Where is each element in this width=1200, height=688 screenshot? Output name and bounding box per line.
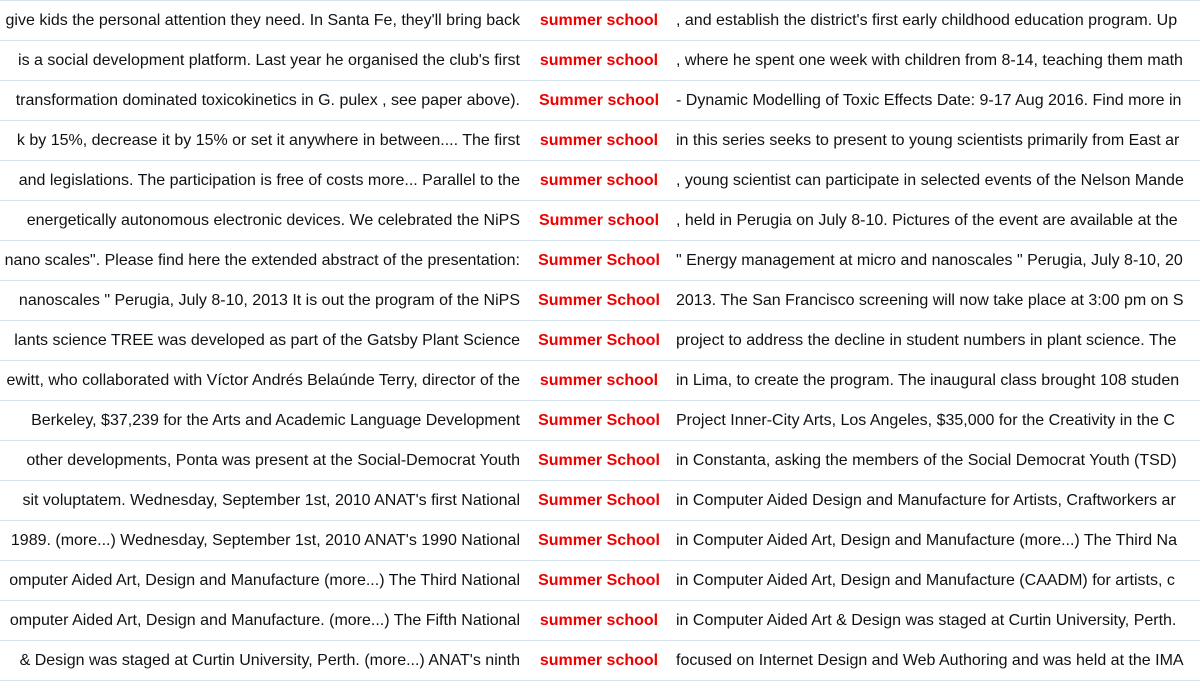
left-context-text: k by 15%, decrease it by 15% or set it anywhere in between.... The first xyxy=(16,132,520,149)
left-context-text: give kids the personal attention they need. In Santa Fe, they'll bring back xyxy=(5,12,520,29)
left-context xyxy=(0,321,520,360)
left-context xyxy=(0,1,520,40)
right-context: - Dynamic Modelling of Toxic Effects Date: 9-17 Aug 2016. Find more in xyxy=(676,92,1182,109)
right-context: " Energy management at micro and nanoscales " Perugia, July 8-10, 20 xyxy=(676,252,1183,269)
keyword-match: summer school xyxy=(539,372,659,389)
left-context-text: sit voluptatem. Wednesday, September 1st, 2010 ANAT's first National xyxy=(22,492,520,509)
keyword-match: Summer School xyxy=(538,252,660,269)
left-context xyxy=(0,201,520,240)
concordance-row xyxy=(0,601,1200,641)
right-context: , held in Perugia on July 8-10. Pictures of the event are available at the xyxy=(676,212,1178,229)
left-context-text: omputer Aided Art, Design and Manufacture. (more...) The Fifth National xyxy=(9,612,520,629)
left-context xyxy=(0,561,520,600)
keyword-match: summer school xyxy=(539,52,659,69)
left-context xyxy=(0,81,520,120)
keyword-match: summer school xyxy=(539,12,659,29)
right-context: , where he spent one week with children from 8-14, teaching them math xyxy=(676,52,1183,69)
concordance-row xyxy=(0,481,1200,521)
concordance-row xyxy=(0,241,1200,281)
concordance-row xyxy=(0,201,1200,241)
concordance-row xyxy=(0,561,1200,601)
left-context-text: and legislations. The participation is free of costs more... Parallel to the xyxy=(18,172,520,189)
keyword-match: summer school xyxy=(539,132,659,149)
left-context-text: Berkeley, $37,239 for the Arts and Academic Language Development xyxy=(31,412,520,429)
right-context: , and establish the district's first early childhood education program. Up xyxy=(676,12,1178,29)
keyword-match: Summer School xyxy=(538,572,660,589)
concordance-row xyxy=(0,161,1200,201)
left-context xyxy=(0,521,520,560)
keyword-match: Summer School xyxy=(538,412,660,429)
left-context-text: omputer Aided Art, Design and Manufacture (more...) The Third National xyxy=(9,572,520,589)
left-context xyxy=(0,161,520,200)
concordance-row xyxy=(0,641,1200,681)
right-context: project to address the decline in student numbers in plant science. The xyxy=(676,332,1177,349)
keyword-match: Summer School xyxy=(538,532,660,549)
keyword-match: Summer school xyxy=(538,212,660,229)
keyword-match: summer school xyxy=(539,612,659,629)
concordance-row xyxy=(0,281,1200,321)
right-context: Project Inner-City Arts, Los Angeles, $35,000 for the Creativity in the C xyxy=(676,412,1175,429)
left-context xyxy=(0,481,520,520)
left-context-text: 1989. (more...) Wednesday, September 1st, 2010 ANAT's 1990 National xyxy=(10,532,520,549)
concordance-row xyxy=(0,401,1200,441)
left-context xyxy=(0,361,520,400)
left-context-text: lants science TREE was developed as part of the Gatsby Plant Science xyxy=(14,332,520,349)
left-context-text: energetically autonomous electronic devices. We celebrated the NiPS xyxy=(26,212,520,229)
keyword-match: Summer school xyxy=(538,92,660,109)
left-context xyxy=(0,241,520,280)
right-context: 2013. The San Francisco screening will now take place at 3:00 pm on S xyxy=(676,292,1184,309)
keyword-match: Summer School xyxy=(538,452,660,469)
left-context xyxy=(0,441,520,480)
concordance-row xyxy=(0,121,1200,161)
concordance-row xyxy=(0,441,1200,481)
left-context xyxy=(0,281,520,320)
keyword-match: summer school xyxy=(539,652,659,669)
left-context-text: nano scales". Please find here the extended abstract of the presentation: xyxy=(4,252,520,269)
left-context-text: is a social development platform. Last year he organised the club's first xyxy=(18,52,520,69)
concordance-row xyxy=(0,41,1200,81)
keyword-match: summer school xyxy=(539,172,659,189)
left-context xyxy=(0,121,520,160)
right-context: in Computer Aided Design and Manufacture for Artists, Craftworkers ar xyxy=(676,492,1176,509)
right-context: , young scientist can participate in selected events of the Nelson Mande xyxy=(676,172,1184,189)
left-context xyxy=(0,401,520,440)
left-context-text: ewitt, who collaborated with Víctor Andrés Belaúnde Terry, director of the xyxy=(6,372,520,389)
right-context: in Lima, to create the program. The inaugural class brought 108 studen xyxy=(676,372,1180,389)
right-context: in Computer Aided Art & Design was staged at Curtin University, Perth. xyxy=(676,612,1177,629)
right-context: focused on Internet Design and Web Authoring and was held at the IMA xyxy=(676,652,1184,669)
keyword-match: Summer School xyxy=(538,332,660,349)
concordance-row xyxy=(0,1,1200,41)
concordance-row xyxy=(0,361,1200,401)
right-context: in this series seeks to present to young scientists primarily from East ar xyxy=(676,132,1180,149)
left-context xyxy=(0,641,520,680)
left-context-text: nanoscales " Perugia, July 8-10, 2013 It is out the program of the NiPS xyxy=(18,292,520,309)
right-context: in Computer Aided Art, Design and Manufacture (CAADM) for artists, c xyxy=(676,572,1175,589)
concordance-row xyxy=(0,81,1200,121)
left-context-text: other developments, Ponta was present at the Social-Democrat Youth xyxy=(26,452,520,469)
concordance-row xyxy=(0,321,1200,361)
left-context xyxy=(0,601,520,640)
left-context-text: transformation dominated toxicokinetics in G. pulex , see paper above). xyxy=(15,92,520,109)
right-context: in Constanta, asking the members of the Social Democrat Youth (TSD) xyxy=(676,452,1177,469)
keyword-match: Summer School xyxy=(538,492,660,509)
left-context-text: & Design was staged at Curtin University, Perth. (more...) ANAT's ninth xyxy=(19,652,520,669)
concordance-row xyxy=(0,521,1200,561)
left-context xyxy=(0,41,520,80)
keyword-match: Summer School xyxy=(538,292,660,309)
right-context: in Computer Aided Art, Design and Manufacture (more...) The Third Na xyxy=(676,532,1177,549)
